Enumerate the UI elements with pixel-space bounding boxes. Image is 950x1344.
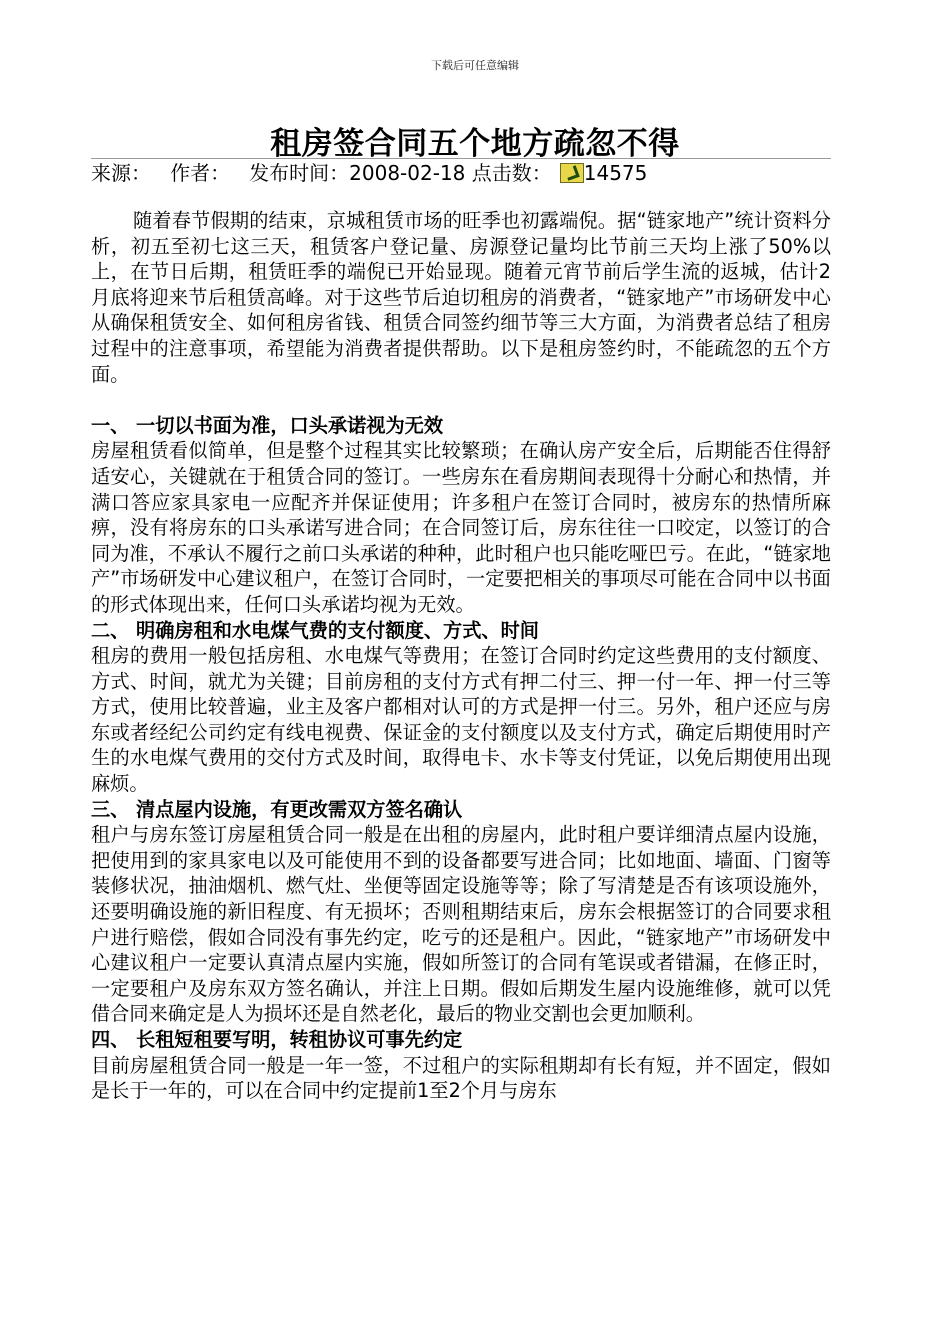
source-label: 来源： (91, 161, 151, 185)
paragraph-gap (91, 387, 831, 413)
author-label: 作者： (170, 161, 231, 185)
section-1-heading: 一、 一切以书面为准，口头承诺视为无效 (91, 413, 444, 437)
hits-label: 点击数： (471, 161, 552, 185)
publish-date: 2008-02-18 (349, 161, 466, 185)
section-3-body: 租户与房东签订房屋租赁合同一般是在出租的房屋内，此时租户要详细清点屋内设施，把使用到的家具家电以及可能使用不到的设备都要写进合同；比如地面、墙面、门窗等装修状况，抽油烟机、燃气灶、坐便等固定设施等等；除了写清楚是否有该项设施外，还要明确设施的新旧程度、有无损坏；否则租期结束后，房东会根据签订的合同要求租户进行赔偿，假如合同没有事先约定，吃亏的还是租户。因此，“链家地产”市场研发中心建议租户一定要认真清点屋内实施，假如所签订的合同有笔误或者错漏，在修正时，一定要租户及房东双方签名确认，并注上日期。假如后期发生屋内设施维修，就可以凭借合同来确定是人为损坏还是自然老化，最后的物业交割也会更加顺利。 (91, 823, 831, 1026)
header-note: 下载后可任意编辑 (431, 59, 519, 72)
article-meta (91, 158, 831, 187)
section-4-heading: 四、 长租短租要写明，转租协议可事先约定 (91, 1028, 463, 1051)
date-label: 发布时间： (249, 161, 350, 185)
meta-line (91, 159, 647, 187)
section-2-heading: 二、 明确房租和水电煤气费的支付额度、方式、时间 (91, 618, 539, 642)
section-2-body: 租房的费用一般包括房租、水电煤气等费用；在签订合同时约定这些费用的支付额度、方式、时间，就尤为关键；目前房租的支付方式有押二付三、押一付一年、押一付三等方式，使用比较普遍，业主及客户都相对认可的方式是押一付三。另外，租户还应与房东或者经纪公司约定有线电视费、保证金的支付额度以及支付方式，确定后期使用时产生的水电煤气费用的交付方式及时间，取得电卡、水卡等支付凭证，以免后期使用出现麻烦。 (91, 644, 831, 796)
hits-count: 14575 (583, 161, 648, 185)
intro-paragraph: 随着春节假期的结束，京城租赁市场的旺季也初露端倪。据“链家地产”统计资料分析，初五至初七这三天，租赁客户登记量、房源登记量均比节前三天均上涨了50%以上，在节日后期，租赁旺季的端倪已开始显现。随着元宵节前后学生流的返城，估计2月底将迎来节后租赁高峰。对于这些节后迫切租房的消费者，“链家地产”市场研发中心从确保租赁安全、如何租房省钱、租赁合同签约细节等三大方面，为消费者总结了租房过程中的注意事项，希望能为消费者提供帮助。以下是租房签约时，不能疏忽的五个方面。 (91, 209, 831, 386)
hits-icon (560, 163, 584, 183)
article-body (91, 208, 831, 1104)
page-title: 租房签合同五个地方疏忽不得 (270, 126, 680, 162)
section-4-body: 目前房屋租赁合同一般是一年一签，不过租户的实际租期却有长有短，并不固定，假如是长于一年的，可以在合同中约定提前1至2个月与房东 (91, 1053, 831, 1103)
section-3-heading: 三、 清点屋内设施，有更改需双方签名确认 (91, 797, 463, 821)
section-1-body: 房屋租赁看似简单，但是整个过程其实比较繁琐；在确认房产安全后，后期能否住得舒适安心，关键就在于租赁合同的签订。一些房东在看房期间表现得十分耐心和热情，并满口答应家具家电一应配齐并保证使用；许多租户在签订合同时，被房东的热情所麻痹，没有将房东的口头承诺写进合同；在合同签订后，房东往往一口咬定，以签订的合同为准，不承认不履行之前口头承诺的种种，此时租户也只能吃哑巴亏。在此，“链家地产”市场研发中心建议租户，在签订合同时，一定要把相关的事项尽可能在合同中以书面的形式体现出来，任何口头承诺均视为无效。 (91, 439, 831, 616)
